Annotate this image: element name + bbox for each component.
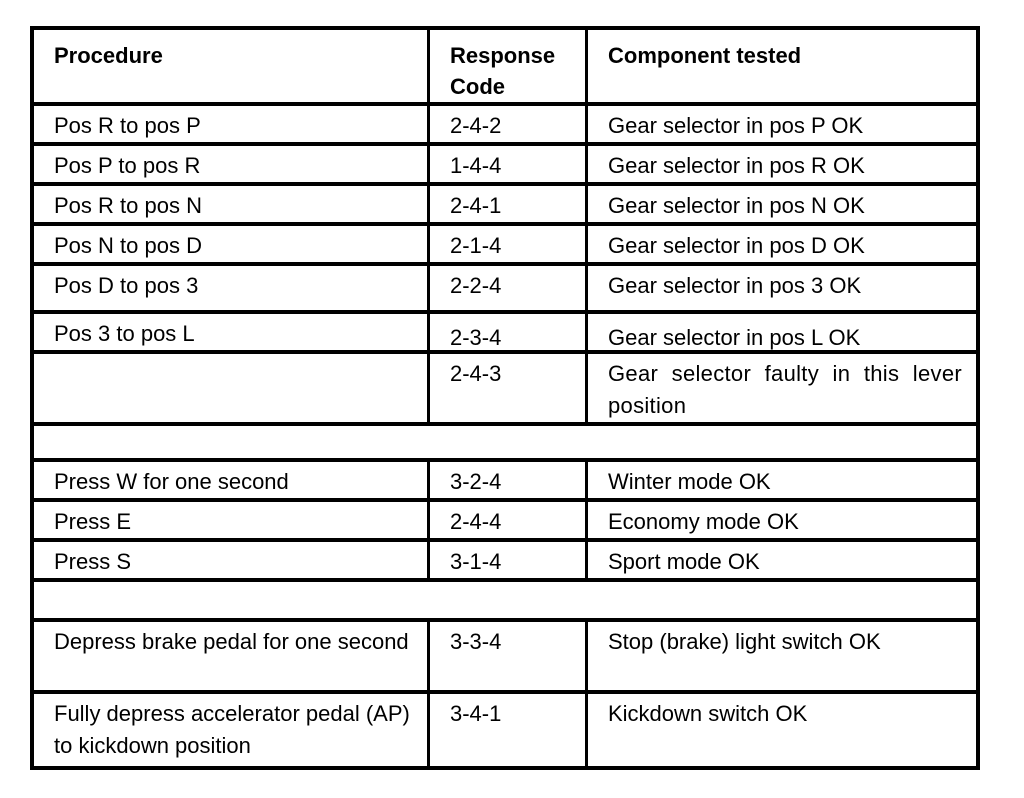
procedure-cell: Pos D to pos 3 [34,266,430,310]
response-code-cell: 2-3-4 [430,314,588,350]
diagnostic-table [30,26,980,770]
procedure-cell [34,354,430,422]
procedure-cell: Pos R to pos N [34,186,430,222]
table-row [34,226,976,266]
component-cell: Kickdown switch OK [608,701,808,726]
response-code-cell: 1-4-4 [430,146,588,182]
component-cell: Gear selector in pos 3 OK [608,273,862,298]
procedure-cell: Depress brake pedal for one second [34,622,430,690]
response-code-cell: 2-1-4 [430,226,588,262]
table-row [34,502,976,542]
header-component-tested: Component tested [608,43,802,68]
response-code-cell: 2-4-1 [430,186,588,222]
procedure-cell: Press W for one second [34,462,430,498]
header-procedure: Procedure [34,30,430,102]
response-code-cell: 2-4-3 [430,354,588,422]
component-cell: Gear selector in pos N OK [608,193,865,218]
table-row [34,622,976,694]
component-cell: Sport mode OK [608,549,760,574]
component-cell: Winter mode OK [608,469,771,494]
component-cell: Gear selector faulty in this lever position [608,361,962,418]
component-cell: Economy mode OK [608,509,799,534]
table-row [34,462,976,502]
procedure-cell: Pos R to pos P [34,106,430,142]
table-row [34,146,976,186]
component-cell: Gear selector in pos D OK [608,233,865,258]
table-row [34,314,976,354]
header-response-code: Response Code [430,30,588,102]
table-row [34,186,976,226]
response-code-cell: 3-2-4 [430,462,588,498]
spacer-row [34,582,976,622]
component-cell: Stop (brake) light switch OK [608,629,881,654]
table-row [34,694,976,766]
procedure-cell: Press S [34,542,430,578]
procedure-cell: Fully depress accelerator pedal (AP) to kickdown position [34,694,430,766]
table-row [34,106,976,146]
response-code-cell: 2-4-2 [430,106,588,142]
spacer-row [34,426,976,462]
response-code-cell: 3-3-4 [430,622,588,690]
component-cell: Gear selector in pos R OK [608,153,865,178]
procedure-cell: Pos N to pos D [34,226,430,262]
response-code-cell: 2-2-4 [430,266,588,310]
table-row [34,542,976,582]
table-header-row [34,30,976,106]
component-cell: Gear selector in pos L OK [608,325,861,350]
procedure-cell: Pos 3 to pos L [34,314,430,350]
procedure-cell: Pos P to pos R [34,146,430,182]
procedure-cell: Press E [34,502,430,538]
component-cell: Gear selector in pos P OK [608,113,864,138]
response-code-cell: 3-4-1 [430,694,588,766]
table-row [34,266,976,314]
response-code-cell: 2-4-4 [430,502,588,538]
table-row [34,354,976,426]
response-code-cell: 3-1-4 [430,542,588,578]
